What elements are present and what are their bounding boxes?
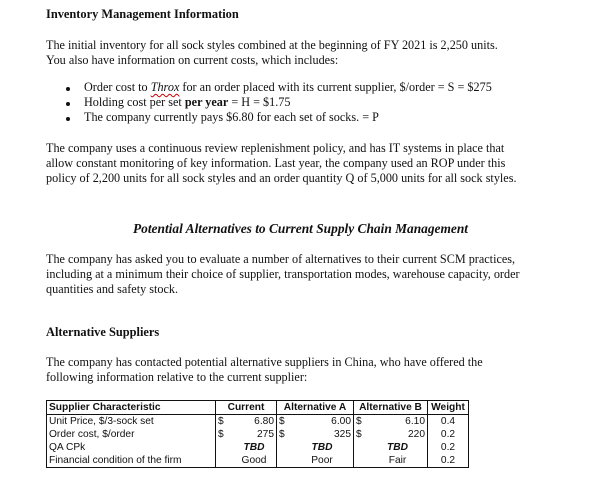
policy-line-2: allow constant monitoring of key information. Last year, the company used an ROP under this [46,156,506,170]
evaluate-line-1: The company has asked you to evaluate a number of alternatives to their current SCM practices, [46,252,516,266]
holding-post: = H = $1.75 [228,95,291,109]
currency-symbol [216,454,233,468]
section-heading-alt-suppliers: Alternative Suppliers [46,325,160,339]
current-value: 275 [232,428,277,441]
currency-symbol: $ [356,429,362,440]
bullet-dot [66,117,70,121]
currency-symbol [354,454,369,468]
header-characteristic: Supplier Characteristic [47,401,216,415]
intro-line-2: You also have information on current costs, which includes: [46,53,339,67]
row-label: Order cost, $/order [47,428,216,441]
row-label: QA CPk [47,441,216,454]
evaluate-line-3: quantities and safety stock. [46,282,178,296]
section-heading-inventory: Inventory Management Information [46,7,239,21]
intro-line-1: The initial inventory for all sock styles combined at the beginning of FY 2021 is 2,250 units. [46,38,498,52]
header-weight: Weight [428,401,469,415]
holding-pre: Holding cost per set [84,95,185,109]
order-cost-pre: Order cost to [84,80,151,94]
bullet-price-paid: The company currently pays $6.80 for each set of socks. = P [84,110,379,124]
table-row [47,428,469,441]
currency-symbol [277,454,292,468]
policy-line-1: The company uses a continuous review replenishment policy, and has IT systems in place that [46,141,505,155]
currency-symbol [277,441,292,454]
table-header-row [47,401,469,415]
currency-symbol: $ [218,416,224,427]
holding-bold: per year [184,95,229,109]
current-value: TBD [232,441,277,454]
current-value: 6.80 [232,415,277,429]
bullet-holding-cost [84,95,290,110]
contacted-line-2: following information relative to the current supplier: [46,370,308,384]
alt-b-value: Fair [368,454,428,468]
weight-value: 0.2 [428,428,469,441]
header-current: Current [216,401,277,415]
weight-value: 0.4 [428,415,469,429]
header-alt-b: Alternative B [354,401,428,415]
alt-a-value: 325 [291,428,354,441]
contacted-line-1: The company has contacted potential alternative suppliers in China, who have offered the [46,355,483,369]
subtitle-alternatives: Potential Alternatives to Current Supply Chain Management [132,221,469,236]
currency-symbol: $ [279,429,285,440]
currency-symbol [216,441,233,454]
table-row [47,415,469,429]
alt-a-value: 6.00 [291,415,354,429]
currency-symbol: $ [356,416,362,427]
order-cost-post: for an order placed with its current supplier, $/order = S = $275 [179,80,492,94]
currency-symbol [354,441,369,454]
alt-a-value: TBD [291,441,354,454]
alt-a-value: Poor [291,454,354,468]
weight-value: 0.2 [428,441,469,454]
policy-line-3: policy of 2,200 units for all sock styles and an order quantity Q of 5,000 units for all sock styles. [46,171,517,185]
alt-b-value: 220 [368,428,428,441]
evaluate-line-2: including at a minimum their choice of supplier, transportation modes, warehouse capacity, order [46,267,520,281]
company-name: Throx [150,80,180,94]
header-alt-a: Alternative A [277,401,354,415]
bullet-order-cost [84,80,492,95]
row-label: Unit Price, $/3-sock set [47,415,216,429]
weight-value: 0.2 [428,454,469,468]
supplier-table [46,400,469,468]
alt-b-value: TBD [368,441,428,454]
bullet-dot [66,102,70,106]
alt-b-value: 6.10 [368,415,428,429]
currency-symbol: $ [218,429,224,440]
bullet-dot [66,87,70,91]
current-value: Good [232,454,277,468]
table-row [47,441,469,454]
currency-symbol: $ [279,416,285,427]
table-row [47,454,469,468]
row-label: Financial condition of the firm [47,454,216,468]
